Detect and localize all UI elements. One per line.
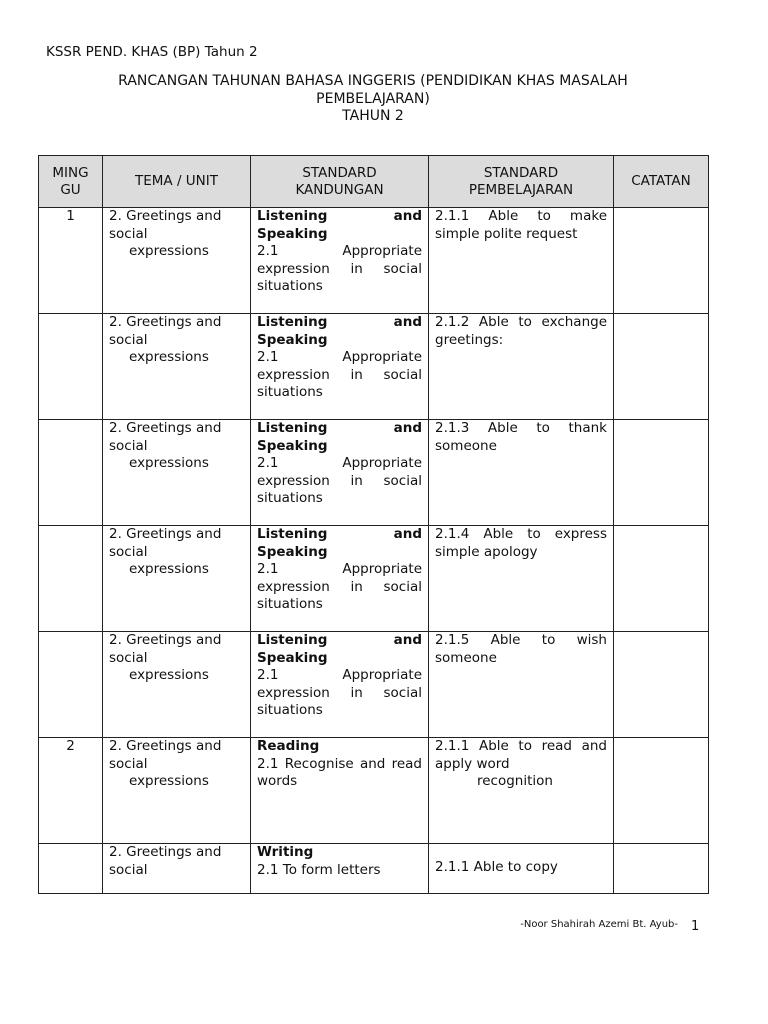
cell-minggu: 1	[39, 208, 103, 314]
table-row	[39, 632, 709, 738]
cell-minggu	[39, 314, 103, 420]
cell-minggu	[39, 526, 103, 632]
cell-standard-pembelajaran: 2.1.1 Able to copy	[429, 844, 614, 894]
cell-standard-pembelajaran: 2.1.5 Able to wish someone	[429, 632, 614, 738]
cell-tema: 2. Greetings and social expressions	[103, 420, 251, 526]
table-row	[39, 314, 709, 420]
cell-standard-pembelajaran: 2.1.4 Able to express simple apology	[429, 526, 614, 632]
col-header-standard-kandungan: STANDARD KANDUNGAN	[251, 156, 429, 208]
footer-author: -Noor Shahirah Azemi Bt. Ayub-	[520, 919, 678, 930]
cell-catatan	[614, 208, 709, 314]
cell-tema: 2. Greetings and social	[103, 844, 251, 894]
cell-catatan	[614, 738, 709, 844]
col-header-standard-pembelajaran: STANDARD PEMBELAJARAN	[429, 156, 614, 208]
table-header-row	[39, 156, 709, 208]
cell-minggu	[39, 844, 103, 894]
col-header-minggu: MING GU	[39, 156, 103, 208]
yearly-plan-table	[38, 155, 709, 894]
table-row	[39, 420, 709, 526]
cell-standard-pembelajaran: 2.1.1 Able to make simple polite request	[429, 208, 614, 314]
cell-minggu: 2	[39, 738, 103, 844]
cell-standard-kandungan: Writing 2.1 To form letters	[251, 844, 429, 894]
col-header-tema: TEMA / UNIT	[103, 156, 251, 208]
title-line-3: TAHUN 2	[342, 108, 404, 124]
table-row	[39, 208, 709, 314]
cell-standard-kandungan: Listening and Speaking 2.1 Appropriate expression in social situations	[251, 632, 429, 738]
title-line-1: RANCANGAN TAHUNAN BAHASA INGGERIS (PENDIDIKAN KHAS MASALAH	[118, 73, 628, 89]
cell-standard-pembelajaran: 2.1.3 Able to thank someone	[429, 420, 614, 526]
cell-standard-kandungan: Listening and Speaking 2.1 Appropriate expression in social situations	[251, 208, 429, 314]
cell-standard-pembelajaran: 2.1.2 Able to exchange greetings:	[429, 314, 614, 420]
document-title	[60, 73, 686, 126]
cell-minggu	[39, 420, 103, 526]
cell-minggu	[39, 632, 103, 738]
cell-catatan	[614, 314, 709, 420]
cell-tema: 2. Greetings and social expressions	[103, 738, 251, 844]
col-header-catatan: CATATAN	[614, 156, 709, 208]
cell-tema: 2. Greetings and social expressions	[103, 526, 251, 632]
cell-catatan	[614, 844, 709, 894]
table-row	[39, 738, 709, 844]
cell-tema: 2. Greetings and social expressions	[103, 314, 251, 420]
cell-standard-kandungan: Listening and Speaking 2.1 Appropriate expression in social situations	[251, 526, 429, 632]
page-number: 1	[691, 919, 700, 934]
cell-catatan	[614, 632, 709, 738]
document-header: KSSR PEND. KHAS (BP) Tahun 2	[46, 44, 258, 60]
cell-catatan	[614, 420, 709, 526]
cell-tema: 2. Greetings and social expressions	[103, 632, 251, 738]
title-line-2: PEMBELAJARAN)	[316, 90, 430, 107]
cell-tema: 2. Greetings and social expressions	[103, 208, 251, 314]
cell-standard-kandungan: Reading 2.1 Recognise and read words	[251, 738, 429, 844]
table-row	[39, 844, 709, 894]
table-row	[39, 526, 709, 632]
cell-standard-pembelajaran: 2.1.1 Able to read and apply word recognition	[429, 738, 614, 844]
cell-standard-kandungan: Listening and Speaking 2.1 Appropriate expression in social situations	[251, 314, 429, 420]
cell-standard-kandungan: Listening and Speaking 2.1 Appropriate expression in social situations	[251, 420, 429, 526]
cell-catatan	[614, 526, 709, 632]
